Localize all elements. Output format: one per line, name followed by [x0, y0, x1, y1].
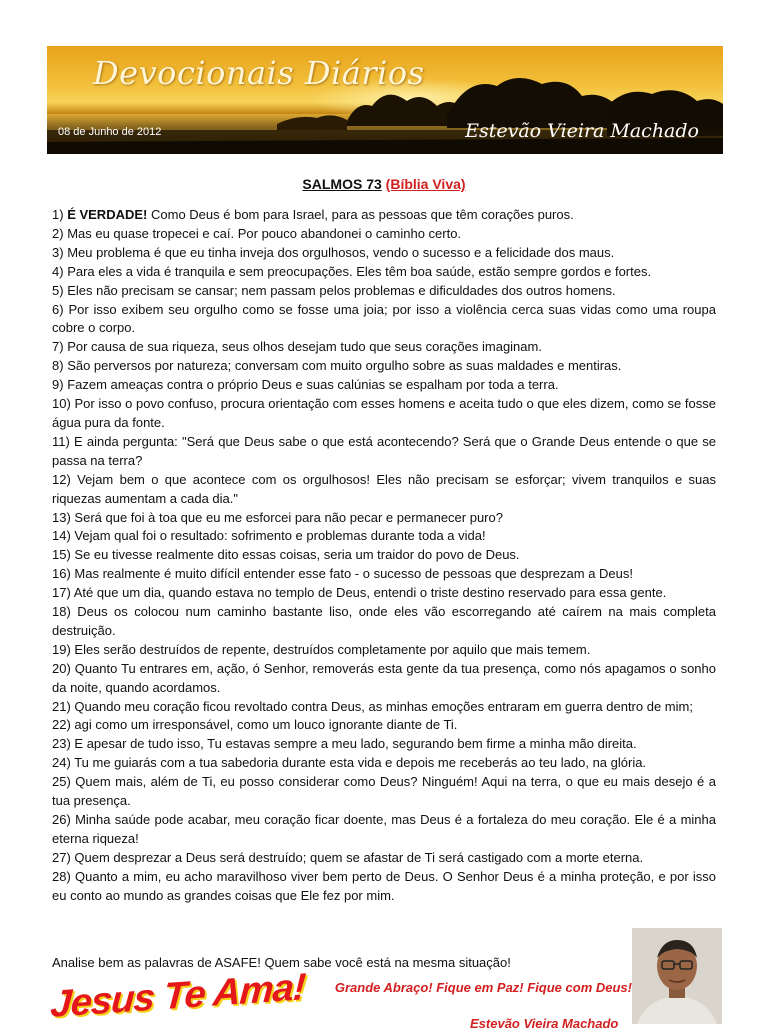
author-photo	[632, 928, 722, 1024]
verse-number: 23)	[52, 736, 71, 752]
verse-item	[52, 263, 716, 282]
document-title	[0, 176, 768, 192]
verse-number: 20)	[52, 660, 71, 676]
verse-number: 24)	[52, 755, 71, 771]
verse-text: São perversos por natureza; conversam com muito orgulho sobre as suas maldades e mentiras.	[67, 358, 622, 374]
verse-text: Deus os colocou num caminho bastante liso, onde eles vão escorregando até caírem na mais completa destruição.	[52, 604, 716, 638]
verse-item	[52, 603, 716, 641]
verse-text: E ainda pergunta: "Será que Deus sabe o que está acontecendo? Será que o Grande Deus entende o que se passa na terra?	[52, 433, 716, 468]
jesus-te-ama-logo: Jesus Te Ama!	[49, 966, 307, 1026]
verse-text: Até que um dia, quando estava no templo de Deus, entendi o triste destino reservado para essa gente.	[73, 585, 667, 601]
verse-text: E apesar de tudo isso, Tu estavas sempre a meu lado, segurando bem firme a minha mão direita.	[74, 736, 637, 752]
verse-number: 18)	[52, 604, 71, 620]
verse-item	[52, 849, 716, 868]
verse-number: 8)	[52, 358, 64, 374]
verse-text: Fazem ameaças contra o próprio Deus e suas calúnias se espalham por toda a terra.	[67, 377, 559, 393]
verse-number: 27)	[52, 849, 71, 865]
verse-item	[52, 546, 716, 565]
verse-text: Para eles a vida é tranquila e sem preocupações. Eles têm boa saúde, estão sempre gordos e fortes.	[67, 263, 652, 279]
verse-item	[52, 206, 716, 225]
closing-text: Analise bem as palavras de ASAFE! Quem sabe você está na mesma situação!	[52, 955, 511, 970]
verse-number: 1)	[52, 207, 64, 222]
verse-number: 11)	[52, 433, 70, 449]
verse-item	[52, 471, 716, 509]
verse-item	[52, 868, 716, 906]
verse-number: 16)	[52, 566, 71, 582]
verse-item	[52, 376, 716, 395]
bible-version-link[interactable]: (Bíblia Viva)	[385, 176, 466, 192]
verse-number: 14)	[52, 528, 71, 544]
verse-number: 21)	[52, 698, 71, 714]
verse-item	[52, 225, 716, 244]
banner-date: 08 de Junho de 2012	[58, 126, 162, 138]
verse-text: Minha saúde pode acabar, meu coração ficar doente, mas Deus é a fortaleza do meu coração. Ele é a minha eterna riqueza!	[52, 812, 716, 846]
verse-text: Mas realmente é muito difícil entender esse fato - o sucesso de pessoas que desprezam a Deus!	[74, 566, 633, 582]
header-banner	[47, 46, 723, 154]
verse-text: Por isso exibem seu orgulho como se fosse uma joia; por isso a violência cerca suas vidas como uma roupa cobre o corpo.	[52, 301, 716, 336]
verse-item	[52, 433, 716, 471]
verse-number: 28)	[52, 868, 71, 884]
verse-text: Quem mais, além de Ti, eu posso considerar como Deus? Ninguém! Aqui na terra, o que eu mais desejo é a tua presença.	[52, 774, 716, 809]
verse-text: Quanto Tu entrares em, ação, ó Senhor, removerás esta gente da tua presença, como nós apagamos o sonho da noite, quando acordamos.	[52, 660, 716, 695]
verse-number: 4)	[52, 263, 64, 279]
verse-text: agi como um irresponsável, como um louco ignorante diante de Ti.	[74, 717, 458, 733]
verse-text: Quanto a mim, eu acho maravilhoso viver bem perto de Deus. O Senhor Deus é a minha proteção, e por isso eu conto ao mundo as grandes coisas que Ele fez por mim.	[52, 868, 716, 903]
verse-number: 10)	[52, 396, 71, 412]
verse-item	[52, 395, 716, 433]
verse-item	[52, 301, 716, 339]
verse-text: Eles não precisam se cansar; nem passam pelos problemas e dificuldades dos outros homens.	[67, 282, 616, 298]
banner-title: Devocionais Diários	[93, 54, 425, 92]
verse-number: 5)	[52, 282, 64, 298]
verse-item	[52, 584, 716, 603]
verse-number: 19)	[52, 641, 71, 657]
verse-item	[52, 811, 716, 849]
verse-list	[52, 206, 716, 906]
verse-item	[52, 754, 716, 773]
verse-number: 22)	[52, 717, 71, 733]
verse-item	[52, 282, 716, 301]
verse-text: Meu problema é que eu tinha inveja dos orgulhosos, vendo o sucesso e a felicidade dos maus.	[67, 244, 615, 260]
verse-number: 7)	[52, 339, 64, 355]
verse-text: Por causa de sua riqueza, seus olhos desejam tudo que seus corações imaginam.	[67, 339, 542, 355]
verse-text: Quem desprezar a Deus será destruído; quem se afastar de Ti será castigado com a morte eterna.	[74, 849, 644, 865]
verse-lead: É VERDADE!	[67, 207, 148, 222]
greeting-text: Grande Abraço! Fique em Paz! Fique com Deus!	[334, 980, 632, 995]
verse-item	[52, 641, 716, 660]
verse-number: 9)	[52, 377, 64, 393]
verse-number: 15)	[52, 547, 71, 563]
verse-number: 17)	[52, 585, 71, 601]
verse-text: Será que foi à toa que eu me esforcei para não pecar e permanecer puro?	[74, 509, 503, 525]
verse-item	[52, 773, 716, 811]
psalm-title: SALMOS 73	[302, 176, 382, 192]
verse-number: 25)	[52, 774, 71, 790]
verse-item	[52, 244, 716, 263]
verse-text: Quando meu coração ficou revoltado contra Deus, as minhas emoções entraram em guerra dentro de mim;	[74, 698, 693, 714]
verse-text: Se eu tivesse realmente dito essas coisas, seria um traidor do povo de Deus.	[74, 547, 520, 563]
verse-text: Tu me guiarás com a tua sabedoria durante esta vida e depois me receberás ao teu lado, na glória.	[74, 755, 647, 771]
verse-text: Eles serão destruídos de repente, destruídos completamente por aquilo que mais temem.	[74, 641, 591, 657]
verse-text: Por isso o povo confuso, procura orientação com esses homens e aceita tudo o que eles dizem, como se fosse água pura da fonte.	[52, 396, 716, 430]
verse-number: 26)	[52, 812, 71, 827]
verse-item	[52, 357, 716, 376]
verse-text: Mas eu quase tropecei e caí. Por pouco abandonei o caminho certo.	[67, 225, 462, 241]
verse-item	[52, 509, 716, 528]
verse-number: 12)	[52, 471, 71, 487]
verse-number: 6)	[52, 301, 64, 317]
banner-author: Estevão Vieira Machado	[465, 120, 699, 142]
verse-item	[52, 716, 716, 735]
verse-text: Vejam qual foi o resultado: sofrimento e problemas durante toda a vida!	[74, 528, 486, 544]
verse-item	[52, 660, 716, 698]
verse-item	[52, 735, 716, 754]
verse-item	[52, 527, 716, 546]
verse-text: Como Deus é bom para Israel, para as pessoas que têm corações puros.	[151, 207, 574, 222]
verse-item	[52, 698, 716, 717]
verse-text: Vejam bem o que acontece com os orgulhosos! Eles não precisam se esforçar; vivem tranquilos e suas riquezas aumentam a cada dia."	[52, 471, 716, 506]
verse-number: 3)	[52, 244, 64, 260]
verse-item	[52, 565, 716, 584]
verse-number: 2)	[52, 225, 64, 241]
verse-item	[52, 338, 716, 357]
verse-number: 13)	[52, 509, 71, 525]
signature-text: Estevão Vieira Machado	[470, 1016, 619, 1031]
